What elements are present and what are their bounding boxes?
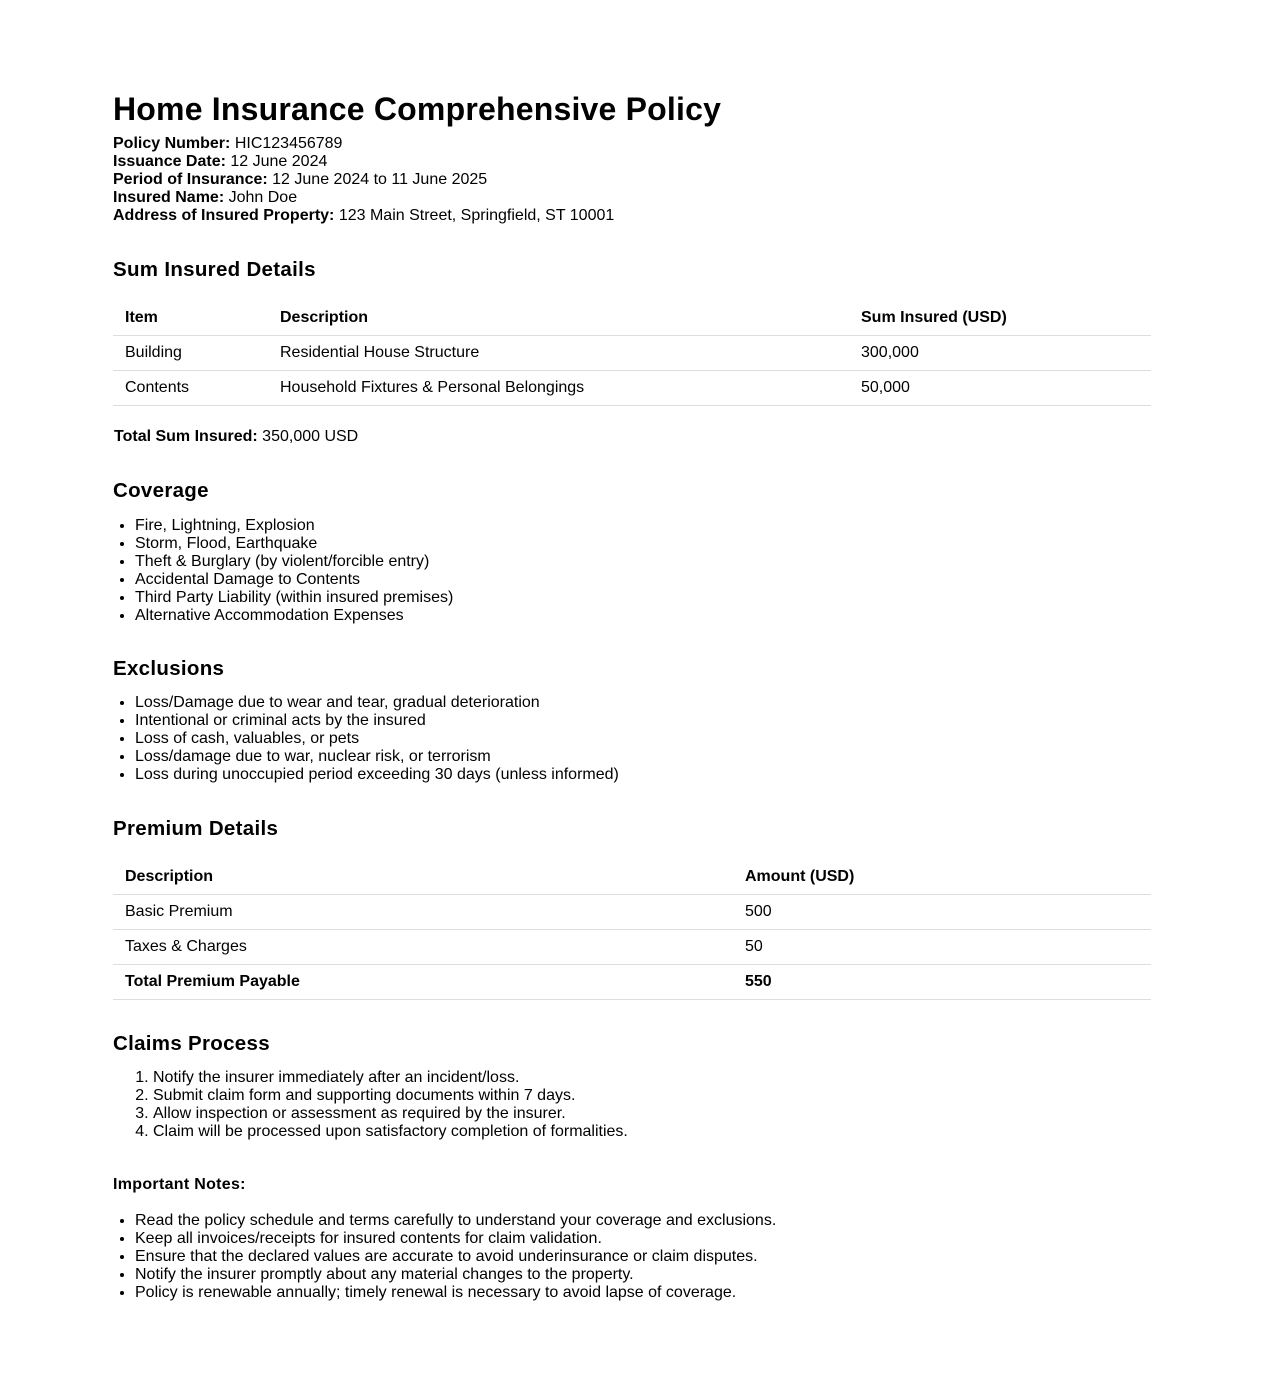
cell-sum-insured: 300,000 [849, 336, 1151, 371]
list-item: 3. Allow inspection or assessment as required by the insurer. [153, 1105, 1151, 1123]
meta-policy-number: Policy Number: HIC123456789 [113, 135, 343, 152]
list-item: • Loss during unoccupied period exceeding 30 days (unless informed) [135, 766, 1151, 784]
table-row [113, 930, 1151, 965]
premium-table [113, 860, 1151, 1000]
cell-amount: 50 [733, 930, 1151, 965]
list-item: • Storm, Flood, Earthquake [135, 535, 1151, 553]
sum-insured-heading: Sum Insured Details [113, 258, 316, 281]
list-item: • Policy is renewable annually; timely renewal is necessary to avoid lapse of coverage. [135, 1284, 1151, 1301]
list-item: • Loss/Damage due to wear and tear, gradual deterioration [135, 694, 1151, 712]
list-item: • Theft & Burglary (by violent/forcible entry) [135, 553, 1151, 571]
cell-total-label: Total Premium Payable [113, 965, 733, 1000]
table-row [113, 371, 1151, 406]
list-item: 1. Notify the insurer immediately after an incident/loss. [153, 1069, 1151, 1087]
cell-description: Basic Premium [113, 895, 733, 930]
cell-item: Contents [113, 371, 268, 406]
cell-total-amount: 550 [733, 965, 1151, 1000]
meta-insured-name: Insured Name: John Doe [113, 189, 298, 206]
cell-description: Residential House Structure [268, 336, 849, 371]
cell-item: Building [113, 336, 268, 371]
claims-heading: Claims Process [113, 1032, 270, 1055]
total-sum-insured: Total Sum Insured: 350,000 USD [114, 428, 359, 445]
meta-address: Address of Insured Property: 123 Main Street, Springfield, ST 10001 [113, 207, 615, 224]
column-header-sum-insured: Sum Insured (USD) [849, 301, 1151, 336]
list-item: • Keep all invoices/receipts for insured contents for claim validation. [135, 1230, 1151, 1248]
notes-heading: Important Notes: [113, 1176, 246, 1193]
column-header-amount: Amount (USD) [733, 860, 1151, 895]
cell-description: Taxes & Charges [113, 930, 733, 965]
list-item: • Alternative Accommodation Expenses [135, 607, 1151, 625]
total-premium-row [113, 965, 1151, 1000]
list-item: • Third Party Liability (within insured premises) [135, 589, 1151, 607]
list-item: • Loss of cash, valuables, or pets [135, 730, 1151, 748]
list-item: • Accidental Damage to Contents [135, 571, 1151, 589]
table-row [113, 336, 1151, 371]
claims-steps-list [113, 1069, 1151, 1141]
list-item: • Intentional or criminal acts by the insured [135, 712, 1151, 730]
list-item: • Read the policy schedule and terms carefully to understand your coverage and exclusions. [135, 1212, 1151, 1230]
meta-period: Period of Insurance: 12 June 2024 to 11 June 2025 [113, 171, 488, 188]
page-title: Home Insurance Comprehensive Policy [113, 91, 722, 127]
column-header-description: Description [268, 301, 849, 336]
list-item: • Loss/damage due to war, nuclear risk, or terrorism [135, 748, 1151, 766]
policy-meta [113, 135, 1151, 225]
cell-sum-insured: 50,000 [849, 371, 1151, 406]
list-item: 2. Submit claim form and supporting documents within 7 days. [153, 1087, 1151, 1105]
cell-description: Household Fixtures & Personal Belongings [268, 371, 849, 406]
table-row [113, 895, 1151, 930]
list-item: • Fire, Lightning, Explosion [135, 517, 1151, 535]
premium-heading: Premium Details [113, 817, 279, 840]
exclusions-list [113, 694, 1151, 784]
coverage-list [113, 517, 1151, 625]
column-header-item: Item [113, 301, 268, 336]
list-item: • Notify the insurer promptly about any material changes to the property. [135, 1266, 1151, 1284]
notes-list [113, 1212, 1151, 1301]
table-header-row [113, 860, 1151, 895]
exclusions-heading: Exclusions [113, 657, 225, 680]
list-item: 4. Claim will be processed upon satisfactory completion of formalities. [153, 1123, 1151, 1141]
meta-issuance-date: Issuance Date: 12 June 2024 [113, 153, 328, 170]
coverage-heading: Coverage [113, 479, 209, 502]
policy-document [113, 90, 1151, 1301]
column-header-description: Description [113, 860, 733, 895]
sum-insured-table [113, 301, 1151, 406]
list-item: • Ensure that the declared values are accurate to avoid underinsurance or claim disputes. [135, 1248, 1151, 1266]
cell-amount: 500 [733, 895, 1151, 930]
table-header-row [113, 301, 1151, 336]
